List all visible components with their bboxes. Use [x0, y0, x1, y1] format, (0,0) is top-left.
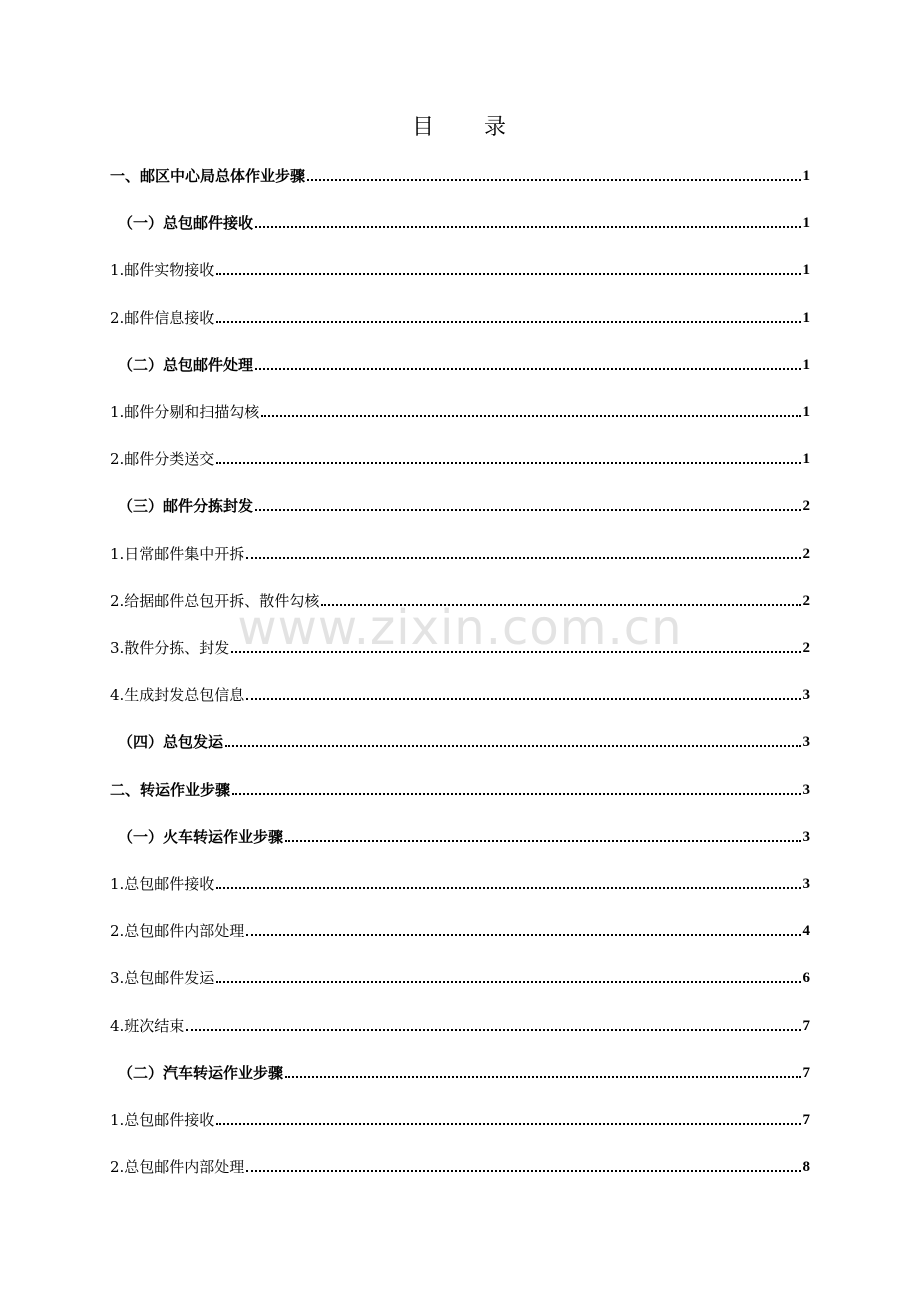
toc-entry-title: 2.总包邮件内部处理	[110, 922, 245, 941]
toc-entry-page-number: 2	[802, 592, 810, 609]
toc-entry-title: 1.邮件实物接收	[110, 261, 215, 280]
dot-leader	[216, 321, 800, 323]
toc-entry[interactable]	[110, 490, 810, 516]
dot-leader	[307, 179, 800, 181]
toc-entry-title: （二）总包邮件处理	[118, 355, 254, 374]
dot-leader	[186, 1029, 800, 1031]
dot-leader	[285, 1076, 800, 1078]
dot-leader	[246, 557, 800, 559]
toc-entry[interactable]	[110, 160, 810, 186]
toc-entry[interactable]	[110, 915, 810, 941]
toc-entry[interactable]	[110, 443, 810, 469]
toc-entry-page-number: 7	[802, 1017, 810, 1034]
dot-leader	[216, 887, 800, 889]
toc-entry-page-number: 3	[802, 876, 810, 892]
toc-entry[interactable]	[110, 774, 810, 800]
toc-entry[interactable]	[110, 821, 810, 847]
toc-entry-title: 二、转运作业步骤	[110, 780, 231, 799]
toc-entry-title: （三）邮件分拣封发	[118, 497, 254, 516]
toc-entry-title: 2.邮件信息接收	[110, 308, 215, 327]
toc-entry-title: 3.总包邮件发运	[110, 969, 215, 988]
page-title	[0, 110, 920, 141]
toc-entry-title: 2.邮件分类送交	[110, 450, 215, 469]
toc-entry-title: 1.日常邮件集中开拆	[110, 544, 245, 563]
dot-leader	[232, 793, 800, 795]
toc-entry[interactable]	[110, 1057, 810, 1083]
dot-leader	[225, 745, 800, 747]
toc-entry-title: 1.总包邮件接收	[110, 875, 215, 893]
toc-entry-page-number: 7	[802, 1064, 810, 1081]
toc-entry-page-number: 1	[802, 404, 810, 420]
dot-leader	[255, 368, 800, 370]
watermark: www.zixin.com.cn	[237, 600, 683, 656]
toc-entry[interactable]	[110, 538, 810, 564]
toc-entry-title: 3.散件分拣、封发	[110, 639, 230, 657]
toc-entry-title: 1.总包邮件接收	[110, 1111, 215, 1129]
toc-entry-page-number: 1	[802, 356, 810, 373]
toc-entry[interactable]	[110, 396, 810, 422]
toc-entry[interactable]	[110, 1151, 810, 1177]
dot-leader	[285, 840, 800, 842]
toc-entry-page-number: 2	[802, 640, 810, 656]
toc-entry[interactable]	[110, 632, 810, 658]
toc-entry[interactable]	[110, 207, 810, 233]
toc-entry[interactable]	[110, 585, 810, 611]
toc-entry-title: （二）汽车转运作业步骤	[118, 1063, 284, 1082]
toc-entry-page-number: 3	[802, 781, 810, 798]
toc-entry-page-number: 2	[802, 498, 810, 515]
toc-entry-page-number: 3	[802, 828, 810, 845]
toc-entry-page-number: 3	[802, 687, 810, 704]
toc-entry-title: 一、邮区中心局总体作业步骤	[110, 167, 306, 185]
toc-entry-title: （四）总包发运	[118, 733, 224, 752]
toc-entry-page-number: 1	[802, 168, 810, 184]
dot-leader	[216, 981, 800, 983]
title-char-left: 目	[411, 115, 436, 140]
toc-entry[interactable]	[110, 679, 810, 705]
toc-entry-page-number: 2	[802, 545, 810, 562]
toc-entry[interactable]	[110, 726, 810, 752]
dot-leader	[246, 698, 800, 700]
toc-entry-page-number: 4	[802, 923, 810, 940]
toc-entry-title: 4.班次结束	[110, 1016, 185, 1035]
toc-entry-title: （一）总包邮件接收	[118, 214, 254, 233]
dot-leader	[246, 934, 800, 936]
toc-entry[interactable]	[110, 1010, 810, 1036]
toc-entry-page-number: 7	[802, 1112, 810, 1128]
toc-entry-page-number: 1	[802, 215, 810, 232]
dot-leader	[216, 462, 800, 464]
dot-leader	[255, 509, 800, 511]
toc-entry-page-number: 1	[802, 451, 810, 468]
toc-entry[interactable]	[110, 1104, 810, 1130]
toc-entry[interactable]	[110, 254, 810, 280]
toc-entry-page-number: 1	[802, 262, 810, 279]
toc-entry-page-number: 6	[802, 970, 810, 987]
toc-entry[interactable]	[110, 868, 810, 894]
toc-entry-title: 4.生成封发总包信息	[110, 686, 245, 705]
toc-entry[interactable]	[110, 962, 810, 988]
dot-leader	[255, 226, 800, 228]
toc-entry[interactable]	[110, 302, 810, 328]
toc-entry-title: 1.邮件分剔和扫描勾核	[110, 403, 260, 421]
toc-entry-page-number: 8	[802, 1159, 810, 1176]
dot-leader	[216, 273, 800, 275]
dot-leader	[216, 1123, 800, 1125]
dot-leader	[231, 651, 800, 653]
toc-entry[interactable]	[110, 349, 810, 375]
toc-entry-title: 2.总包邮件内部处理	[110, 1158, 245, 1177]
toc-entry-title: （一）火车转运作业步骤	[118, 827, 284, 846]
dot-leader	[261, 415, 800, 417]
dot-leader	[246, 1170, 800, 1172]
title-char-right: 录	[484, 115, 509, 140]
toc-entry-title: 2.给据邮件总包开拆、散件勾核	[110, 591, 320, 610]
toc-entry-page-number: 1	[802, 309, 810, 326]
toc-entry-page-number: 3	[802, 734, 810, 751]
dot-leader	[321, 604, 800, 606]
